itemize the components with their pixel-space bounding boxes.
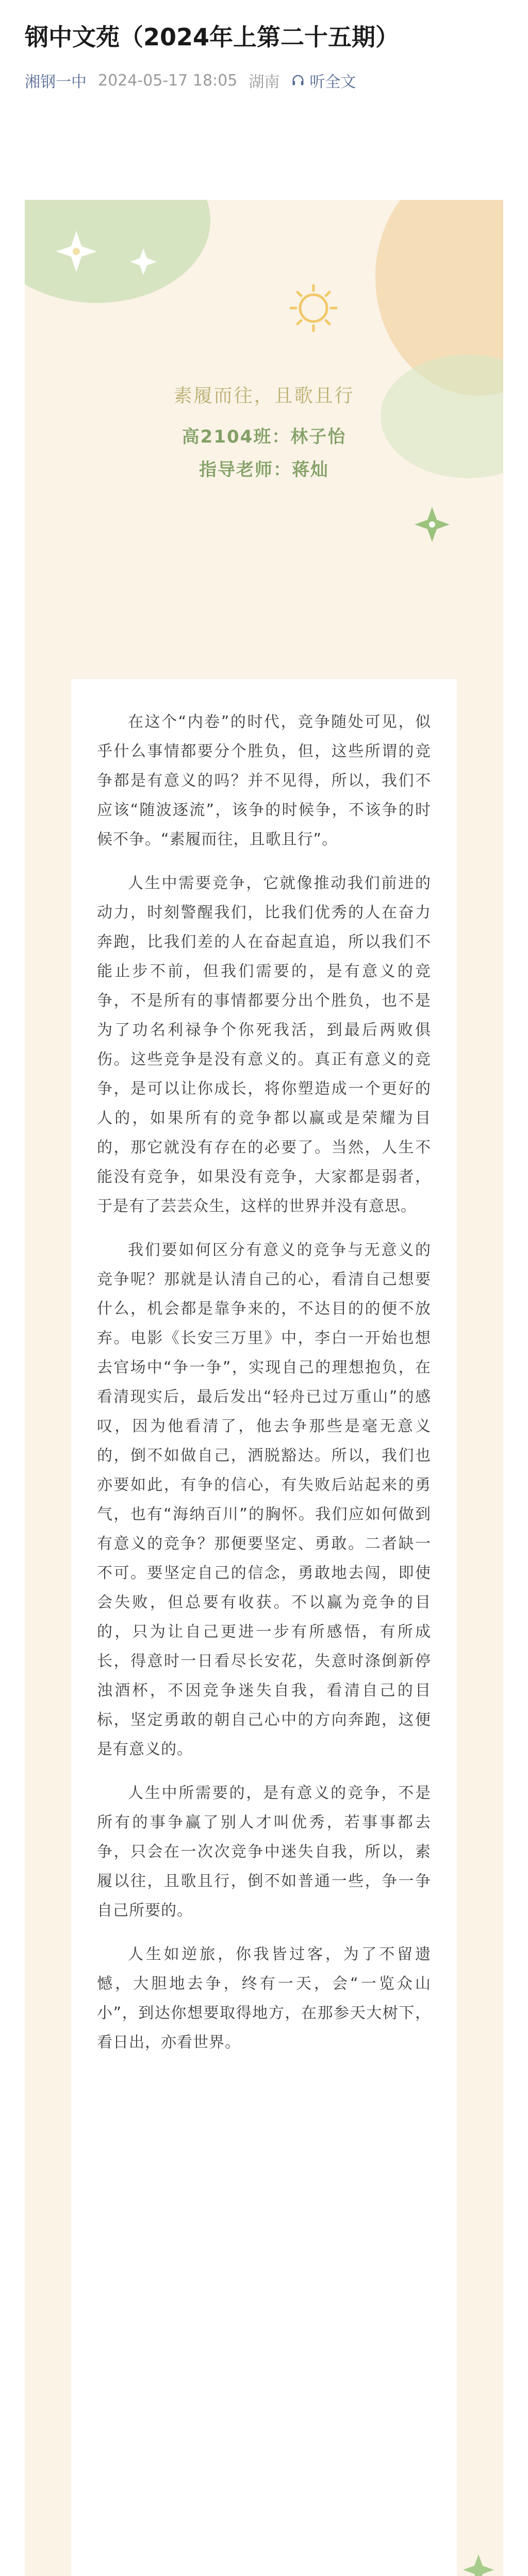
essay-paragraph: 人生中需要竞争，它就像推动我们前进的动力，时刻警醒我们，比我们优秀的人在奋力奔跑，比我们差的人在奋起直追，所以我们不能止步不前，但我们需要的，是有意义的竞争，不是所有的事情都要分出个胜负，也不是为了功名利禄争个你死我活，到最后两败俱伤。这些竞争是没有意义的。真正有意义的竞争，是可以让你成长，将你塑造成一个更好的人的，如果所有的竞争都以赢或是荣耀为目的，那它就没有存在的必要了。当然，人生不能没有竞争，如果没有竞争，大家都是弱者，于是有了芸芸众生，这样的世界并没有意思。 [97, 874, 431, 1215]
article-motto: 素履而往，且歌且行 [173, 385, 355, 406]
essay-paragraph: 我们要如何区分有意义的竞争与无意义的竞争呢？那就是认清自己的心，看清自己想要什么，机会都是靠争来的，不达目的的便不放弃。电影《长安三万里》中，李白一开始也想去官场中“争一争”，实现自己的理想抱负，在看清现实后，最后发出“轻舟已过万重山”的感叹，因为他看清了，他去争那些是毫无意义的，倒不如做自己，洒脱豁达。所以，我们也亦要如此，有争的信心，有失败后站起来的勇气，也有“海纳百川”的胸怀。我们应如何做到有意义的竞争？那便要坚定、勇敢。二者缺一不可。要坚定自己的信念，勇敢地去闯，即使会失败，但总要有收获。不以赢为竞争的目的，只为让自己更进一步有所感悟，有所成长，得意时一日看尽长安花，失意时涤倒新停浊酒杯，不因竞争迷失自我，看清自己的目标，坚定勇敢的朝自己心中的方向奔跑，这便是有意义的。 [97, 1241, 431, 1758]
article-meta [25, 69, 503, 92]
source-account-link[interactable]: 湘钢一中 [25, 73, 87, 91]
essay-paragraph: 人生中所需要的，是有意义的竞争，不是所有的事争赢了别人才叫优秀，若事事都去争，只会在一次次竞争中迷失自我，所以，素履以往，且歌且行，倒不如普通一些，争一争自己所要的。 [97, 1784, 431, 1920]
flower-icon [463, 2554, 494, 2576]
flower-icon [415, 507, 450, 542]
advisor-line: 指导老师：蒋灿 [199, 460, 329, 480]
author-line: 高2104班：林子怡 [182, 427, 346, 447]
essay-paragraph: 人生如逆旅，你我皆过客，为了不留遗憾，大胆地去争，终有一天，会“一览众山小”，到达你想要取得地方，在那参天大树下，看日出，亦看世界。 [97, 1945, 431, 2052]
headphones-icon [291, 73, 305, 88]
article-header [0, 0, 528, 92]
essay-body [97, 707, 431, 2072]
essay-paragraph: 在这个“内卷”的时代，竞争随处可见，似乎什么事情都要分个胜负，但，这些所谓的竞争都是有意义的吗？并不见得，所以，我们不应该“随波逐流”，该争的时候争，不该争的时候不争。“素履而往，且歌且行”。 [97, 713, 431, 849]
publish-datetime: 2024-05-17 18:05 [98, 71, 238, 90]
listen-button[interactable] [291, 69, 356, 92]
publish-location: 湖南 [249, 73, 280, 91]
sun-icon [291, 285, 336, 331]
article-title: 钢中文苑（2024年上第二十五期） [25, 23, 400, 51]
listen-label: 听全文 [309, 73, 356, 91]
article-card [25, 200, 503, 2576]
